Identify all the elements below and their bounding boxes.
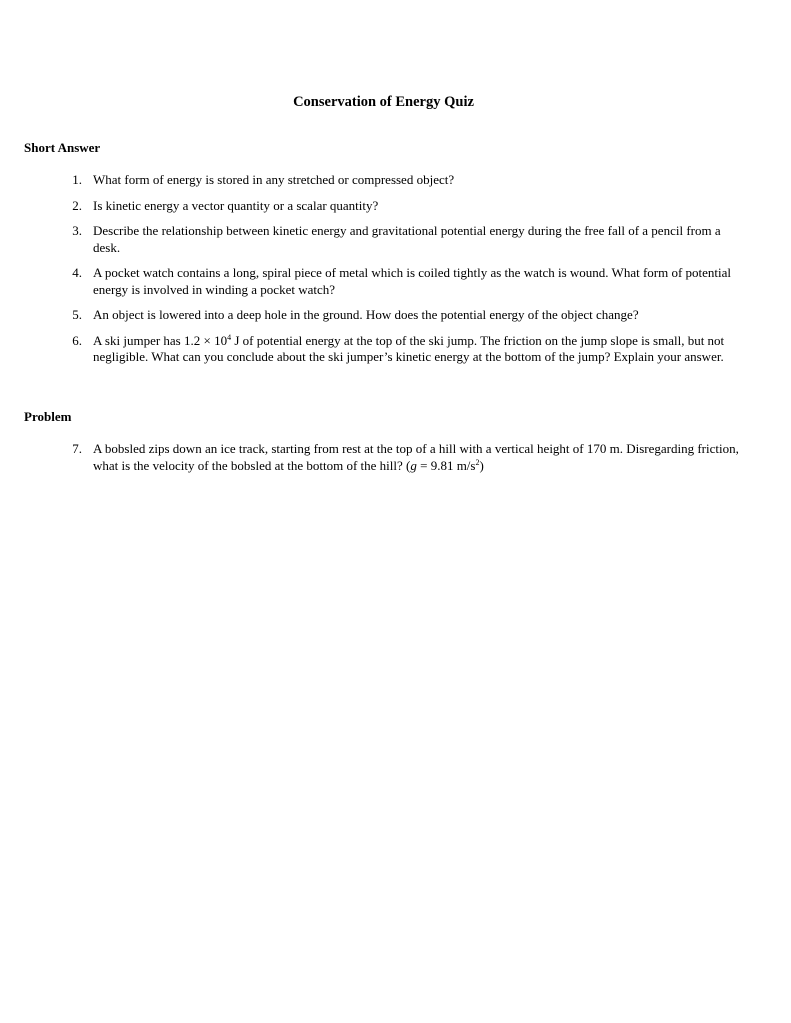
question-5 [0, 307, 791, 324]
question-number: 7. [72, 441, 82, 456]
question-text-start: A bobsled zips down an ice track, starting from rest at the top of a hill with a vertical height of 170 m. Disregarding friction, what is the velocity of the bobsled at the bottom of the hill? ( [93, 441, 739, 473]
question-text: Describe the relationship between kinetic energy and gravitational potential energy during the free fall of a pencil from a desk. [93, 223, 721, 255]
question-6 [0, 333, 791, 366]
section-heading-short-answer: Short Answer [24, 140, 101, 155]
question-4 [0, 265, 791, 298]
page-title: Conservation of Energy Quiz [293, 94, 474, 110]
question-text-start: A ski jumper has 1.2 × 10 [93, 332, 228, 348]
question-3 [0, 223, 791, 256]
question-number: 5. [72, 307, 82, 322]
question-text [93, 333, 747, 366]
exponent: 2 [475, 457, 480, 467]
question-text-middle: = 9.81 m/s [416, 457, 476, 473]
section-heading-problem: Problem [24, 409, 72, 424]
exponent: 4 [227, 332, 232, 342]
question-text-end: J of potential energy at the top of the ski jump. The friction on the jump slope is small, but not negligible. What can you conclude about the ski jumper’s kinetic energy at the bottom of the jump? Explain your answer. [93, 332, 725, 364]
question-1 [0, 172, 791, 189]
question-number: 6. [72, 332, 82, 348]
problem-list [0, 441, 791, 483]
question-text [93, 441, 747, 474]
question-text: Is kinetic energy a vector quantity or a scalar quantity? [93, 197, 379, 213]
short-answer-list [0, 172, 791, 375]
question-2 [0, 198, 791, 215]
question-number: 4. [72, 265, 82, 280]
question-number: 2. [72, 197, 82, 213]
question-text: An object is lowered into a deep hole in the ground. How does the potential energy of the object change? [93, 307, 639, 322]
gravity-variable: g [410, 457, 417, 473]
question-text: What form of energy is stored in any stretched or compressed object? [93, 172, 455, 187]
question-text-end: ) [479, 457, 484, 473]
question-number: 3. [72, 223, 82, 238]
question-number: 1. [72, 172, 82, 187]
question-text: A pocket watch contains a long, spiral piece of metal which is coiled tightly as the watch is wound. What form of potential energy is involved in winding a pocket watch? [93, 265, 732, 297]
question-7 [0, 441, 791, 474]
